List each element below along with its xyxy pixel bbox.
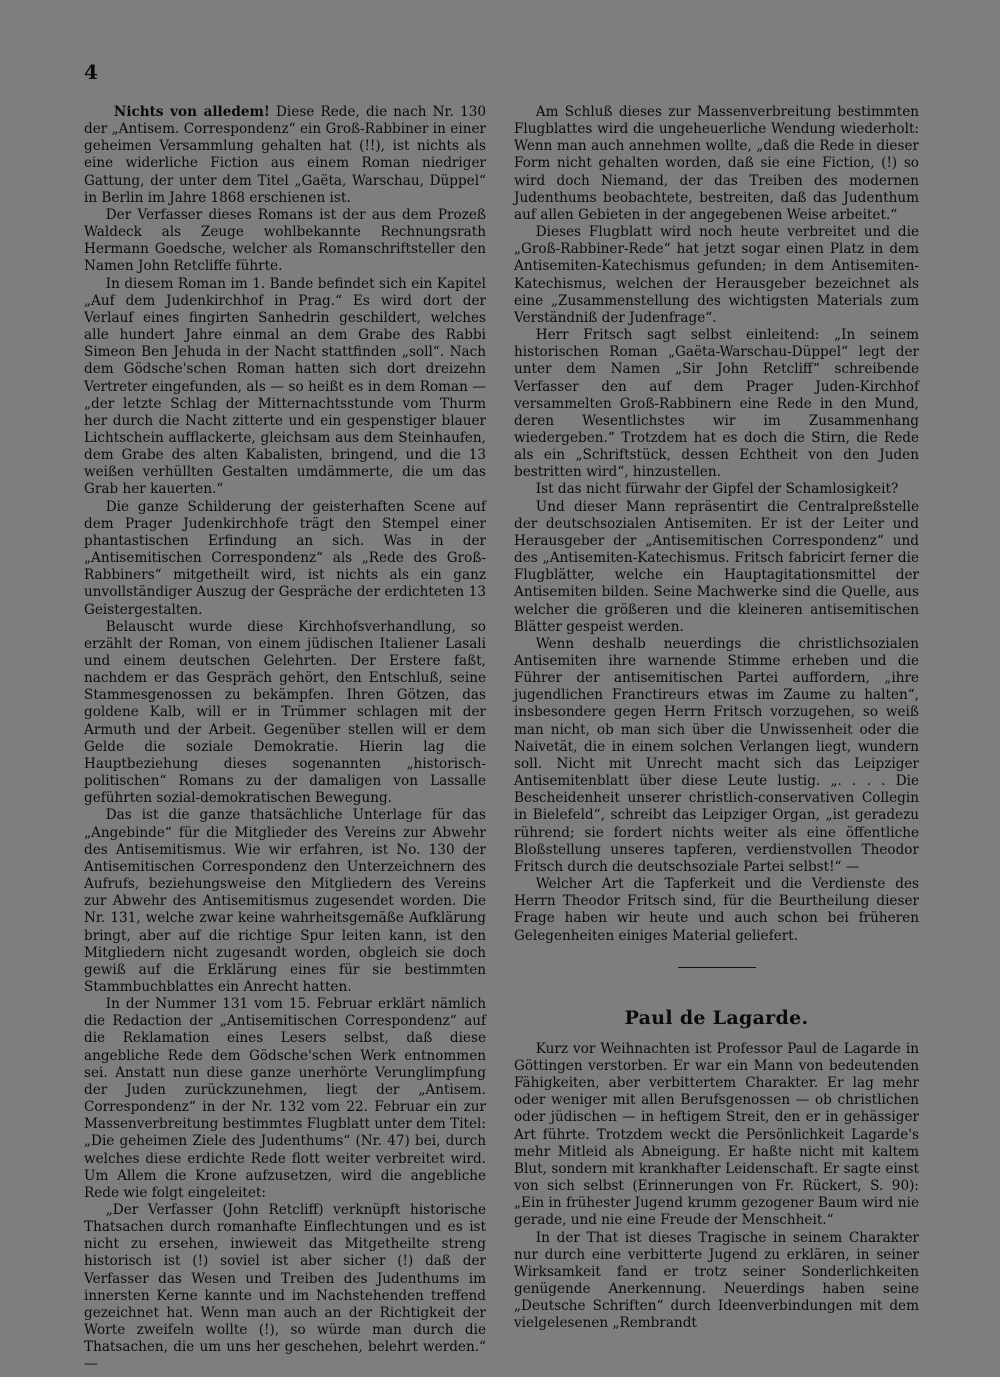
paragraph-text: Diese Rede, die nach Nr. 130 der „Antisem. Correspondenz“ ein Groß-Rabbiner in einer geheimen Versammlung gehalten hat (!!), ist nichts als eine widerliche Fiction aus einem Roman niedriger Gattung, der unter dem Titel „Gaëta, Warschau, Düppel“ in Berlin im Jahre 1868 erschienen ist.	[84, 104, 486, 206]
paragraph: Dieses Flugblatt wird noch heute verbreitet und die „Groß-Rabbiner-Rede“ hat jetzt sogar einen Platz in dem Antisemiten-Katechismus gefunden; in dem Antisemiten-Katechismus, welchen der Herausgeber bezeichnet als eine „Zusammenstellung des wichtigsten Materials zum Verständniß der Judenfrage“.	[514, 224, 919, 326]
paragraph: Das ist die ganze thatsächliche Unterlage für das „Angebinde“ für die Mitglieder des Vereins zur Abwehr des Antisemitismus. Wie wir erfahren, ist No. 130 der Antisemitischen Correspondenz den Unterzeichnern des Aufrufs, beziehungsweise den Mitgliedern des Vereins zur Abwehr des Antisemitismus zugesendet worden. Die Nr. 131, welche zwar keine wahrheitsgemäße Aufklärung bringt, aber auf die richtige Spur leiten kann, ist den Mitgliedern nicht zugesandt worden, obgleich sie doch gewiß auf die Erklärung eines für sie bestimmten Stammbuchblattes ein Anrecht hatten.	[84, 807, 486, 995]
paragraph: Am Schluß dieses zur Massenverbreitung bestimmten Flugblattes wird die ungeheuerliche Wendung wiederholt: Wenn man auch annehmen wollte, „daß die Rede in dieser Form nicht gehalten worden, daß sie eine Fiction, (!) so wird doch Niemand, der das Treiben des modernen Judenthums beobachtete, bestreiten, daß das Judenthum auf allen Gebieten in der angegebenen Weise arbeitet.“	[514, 104, 919, 223]
paragraph	[84, 104, 486, 207]
paragraph: Die ganze Schilderung der geisterhaften Scene auf dem Prager Judenkirchhofe trägt den Stempel einer phantastischen Erfindung an sich. Was in der „Antisemitischen Correspondenz“ als „Rede des Groß-Rabbiners“ mitgetheilt wird, ist nichts als ein ganz unvollständiger Auszug der Gespräche der erdichteten 13 Geistergestalten.	[84, 498, 486, 618]
paragraph: In der Nummer 131 vom 15. Februar erklärt nämlich die Redaction der „Antisemitischen Correspondenz“ auf die Reklamation eines Lesers selbst, daß diese angebliche Rede dem Gödsche'schen Werk entnommen sei. Anstatt nun diese ganze unerhörte Verunglimpfung der Juden zurückzunehmen, liegt der „Antisem. Correspondenz“ in der Nr. 132 vom 22. Februar ein zur Massenverbreitung bestimmtes Flugblatt unter dem Titel: „Die geheimen Ziele des Judenthums“ (Nr. 47) bei, durch welches diese erdichte Rede flott weiter verbreitet wird. Um Allem die Krone aufzusetzen, wird die angebliche Rede wie folgt eingeleitet:	[84, 996, 486, 1201]
quote-paragraph: „Der Verfasser (John Retcliff) verknüpft historische Thatsachen durch romanhafte Einflechtungen und es ist nicht zu ersehen, inwieweit das Mitgetheilte streng historisch ist (!) soviel ist aber sicher (!) daß der Verfasser das Wesen und Treiben des Judenthums im innersten Kerne kannte und im Nachstehenden treffend gezeichnet hat. Wenn man auch an der Richtigkeit der Worte zweifeln wollte (!), so würde man durch die Thatsachen, die um uns her geschehen, belehrt werden.“ —	[84, 1202, 486, 1373]
right-column	[514, 104, 919, 1332]
section-divider	[678, 967, 756, 968]
paragraph: In der That ist dieses Tragische in seinem Charakter nur durch eine verbitterte Jugend zu erklären, in seiner Wirksamkeit fand er trotz seiner Sonderlichkeiten genügende Anerkennung. Neuerdings haben seine „Deutsche Schriften“ durch Ideenverbindungen mit dem vielgelesenen „Rembrandt	[514, 1229, 919, 1332]
paragraph: Und dieser Mann repräsentirt die Centralpreßstelle der deutschsozialen Antisemiten. Er ist der Leiter und Herausgeber der „Antisemitischen Correspondenz“ und des „Antisemiten-Katechismus. Fritsch fabricirt ferner die Flugblätter, welche ein Hauptagitationsmittel der Antisemiten bilden. Seine Machwerke sind die Quelle, aus welcher die größeren und die kleineren antisemitischen Blätter gespeist werden.	[514, 498, 919, 635]
paragraph: Herr Fritsch sagt selbst einleitend: „In seinem historischen Roman „Gaëta-Warschau-Düppel“ legt der unter dem Namen „Sir John Retcliff“ schreibende Verfasser den auf dem Prager Juden-Kirchhof versammelten Groß-Rabbinern eine Rede in den Mund, deren Wesentlichstes wir im Zusammenhang wiedergeben.“ Trotzdem hat es doch die Stirn, die Rede als ein „Schriftstück, dessen Echtheit von den Juden bestritten wird“, hinzustellen.	[514, 327, 919, 481]
paragraph: Wenn deshalb neuerdings die christlichsozialen Antisemiten ihre warnende Stimme erheben und die Führer der antisemitischen Partei auffordern, „ihre jugendlichen Franctireurs etwas im Zaume zu halten“, insbesondere gegen Herrn Fritsch vorzugehen, so weiß man nicht, ob man sich über die Unwissenheit oder die Naivetät, die in einem solchen Verlangen liegt, wundern soll. Nicht mit Unrecht macht sich das Leipziger Antisemitenblatt über diese Leute lustig. „. . . . Die Bescheidenheit unserer christlich-conservativen Collegin in Bielefeld“, schreibt das Leipziger Organ, „ist geradezu rührend; sie fordert nichts weiter als eine öffentliche Bloßstellung unseres tapferen, verdienstvollen Theodor Fritsch durch die deutschsoziale Partei selbst!“ —	[514, 635, 919, 875]
paragraph: Kurz vor Weihnachten ist Professor Paul de Lagarde in Göttingen verstorben. Er war ein Mann von bedeutenden Fähigkeiten, aber verbittertem Charakter. Er lag mehr oder weniger mit allen Berufsgenossen — ob christlichen oder jüdischen — in heftigem Streit, den er in gehässiger Art führte. Trotzdem weckt die Persönlichkeit Lagarde's mehr Mitleid als Abneigung. Er haßte nicht mit kaltem Blut, sondern mit krankhafter Leidenschaft. Er sagte einst von sich selbst (Erinnerungen von Fr. Rückert, S. 90): „Ein in frühester Jugend krumm gezogener Baum wird nie gerade, und nie eine Freude der Menschheit.“	[514, 1040, 919, 1229]
left-column	[84, 104, 486, 1374]
paragraph: Belauscht wurde diese Kirchhofsverhandlung, so erzählt der Roman, von einem jüdischen Italiener Lasali und einem deutschen Gelehrten. Der Erstere faßt, nachdem er das Gespräch gehört, den Entschluß, seine Stammesgenossen zu bekämpfen. Ihren Götzen, das goldene Kalb, will er in Trümmer schlagen mit der Armuth und der Arbeit. Gegenüber stellen will er dem Gelde die soziale Demokratie. Hierin lag die Hauptbeziehung dieses sogenannten „historisch-politischen“ Romans zu der damaligen von Lassalle geführten sozial-demokratischen Bewegung.	[84, 618, 486, 807]
page-number: 4	[84, 60, 98, 84]
paragraph: Der Verfasser dieses Romans ist der aus dem Prozeß Waldeck als Zeuge wohlbekannte Rechnungsrath Hermann Goedsche, welcher als Romanschriftsteller den Namen John Retcliffe führte.	[84, 206, 486, 275]
paragraph: Ist das nicht fürwahr der Gipfel der Schamlosigkeit?	[535, 481, 899, 498]
paragraph-lead: Nichts von alledem!	[113, 104, 270, 120]
paragraph: Welcher Art die Tapferkeit und die Verdienste des Herrn Theodor Fritsch sind, für die Beurtheilung dieser Frage haben wir heute und auch schon bei früheren Gelegenheiten einiges Material geliefert.	[514, 876, 919, 944]
paragraph: In diesem Roman im 1. Bande befindet sich ein Kapitel „Auf dem Judenkirchhof in Prag.“ Es wird dort der Verlauf eines fingirten Sanhedrin geschildert, welches alle hundert Jahre einmal an dem Grabe des Rabbi Simeon Ben Jehuda in der Nacht stattfinden „soll“. Nach dem Gödsche'schen Roman hatten sich dort dreizehn Vertreter eingefunden, als — so heißt es in dem Roman — „der letzte Schlag der Mitternachtsstunde vom Thurm her durch die Nacht zitterte und ein gespenstiger blauer Lichtschein aufflackerte, gleichsam aus dem Steinhaufen, dem Grabe des alten Kabalisten, bringend, und die 13 weißen verhüllten Gestalten umdämmerte, die um das Grab her kauerten.“	[84, 275, 486, 498]
section-heading: Paul de Lagarde.	[624, 1006, 809, 1029]
